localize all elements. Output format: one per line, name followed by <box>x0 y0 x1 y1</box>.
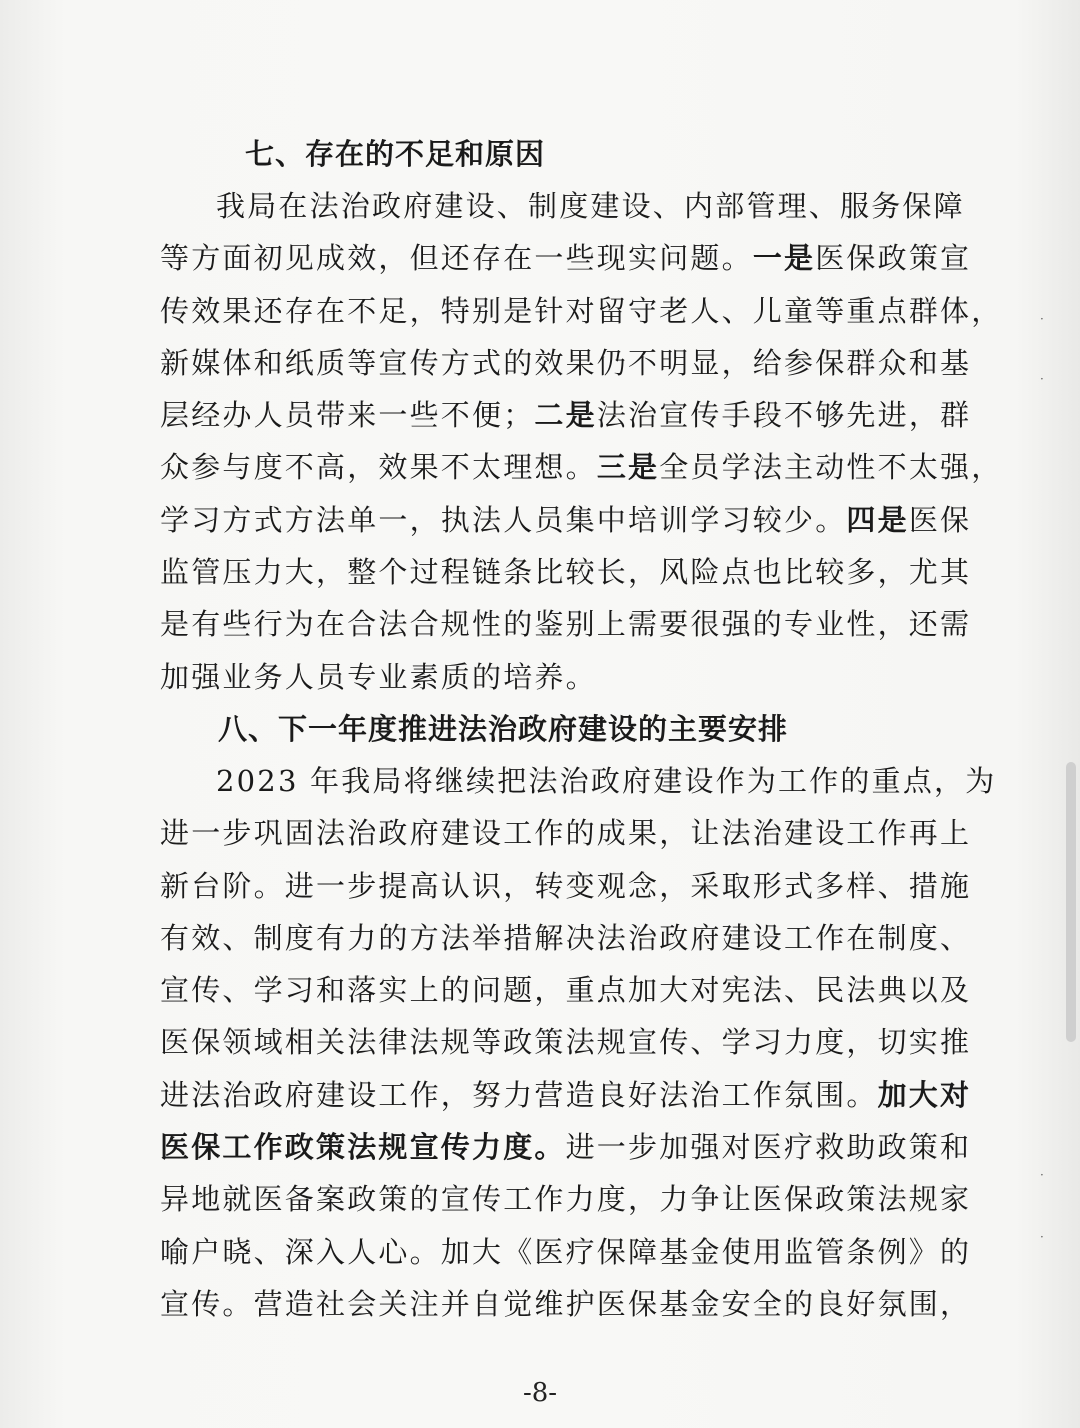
text-line <box>160 807 972 859</box>
scan-speck: · <box>1040 372 1044 386</box>
emphasis-text: 一是 <box>752 241 816 276</box>
text-span: 众参与度不高，效果不太理想。 <box>160 450 597 485</box>
section-heading-7: 七、存在的不足和原因 <box>245 137 546 171</box>
text-line <box>160 1121 972 1173</box>
text-line <box>160 1069 972 1121</box>
text-line <box>160 389 972 441</box>
scrollbar-thumb[interactable] <box>1066 762 1076 1042</box>
section-heading-8: 八、下一年度推进法治政府建设的主要安排 <box>218 711 789 746</box>
text-span: 传效果还存在不足，特别是针对留守老人、儿童等重点群体， <box>160 293 1003 328</box>
text-span: 医保政策宣 <box>815 241 972 276</box>
scan-speck: · <box>1040 312 1044 326</box>
text-span: 加强业务人员专业素质的培养。 <box>160 659 597 694</box>
page-number: -8- <box>522 1378 558 1408</box>
emphasis-text: 四是 <box>846 502 909 537</box>
text-span: 异地就医备案政策的宣传工作力度，力争让医保政策法规家 <box>160 1182 972 1217</box>
text-line <box>160 1173 972 1225</box>
text-span: 层经办人员带来一些不便； <box>160 398 535 433</box>
emphasis-text: 医保工作政策法规宣传力度。 <box>160 1130 566 1165</box>
text-span: 宣传、学习和落实上的问题，重点加大对宪法、民法典以及 <box>160 973 972 1008</box>
text-span: 2023 年我局将继续把法治政府建设作为工作的重点，为 <box>216 763 997 798</box>
text-line <box>160 860 972 912</box>
emphasis-text: 三是 <box>596 450 660 485</box>
text-line <box>160 1016 972 1068</box>
text-line <box>160 964 972 1016</box>
text-span: 新台阶。进一步提高认识，转变观念，采取形式多样、措施 <box>160 868 972 903</box>
text-span: 监管压力大，整个过程链条比较长，风险点也比较多，尤其 <box>160 555 972 590</box>
text-line <box>160 180 965 232</box>
section-8-paragraph <box>160 755 997 1330</box>
document-body <box>160 128 1003 1330</box>
text-line <box>160 1278 972 1330</box>
text-span: 新媒体和纸质等宣传方式的效果仍不明显，给参保群众和基 <box>160 345 972 380</box>
text-span: 是有些行为在合法合规性的鉴别上需要很强的专业性，还需 <box>160 607 972 642</box>
text-span: 进一步巩固法治政府建设工作的成果，让法治建设工作再上 <box>160 816 972 851</box>
text-line <box>160 1226 972 1278</box>
text-span: 有效、制度有力的方法举措解决法治政府建设工作在制度、 <box>160 920 972 955</box>
text-line <box>160 494 972 546</box>
text-line <box>160 441 1003 493</box>
text-line <box>160 912 972 964</box>
text-span: 进一步加强对医疗救助政策和 <box>565 1130 972 1165</box>
scan-speck: · <box>1040 1230 1044 1244</box>
text-span: 等方面初见成效，但还存在一些现实问题。 <box>160 241 753 276</box>
text-span: 医保领域相关法律法规等政策法规宣传、学习力度，切实推 <box>160 1025 972 1060</box>
text-span: 宣传。营造社会关注并自觉维护医保基金安全的良好氛围， <box>160 1286 972 1321</box>
text-line <box>160 337 972 389</box>
section-7-paragraph <box>160 180 1003 703</box>
text-span: 医保 <box>908 502 972 537</box>
text-line <box>160 651 912 703</box>
text-line <box>160 755 997 807</box>
text-line <box>160 546 972 598</box>
emphasis-text: 加大对 <box>877 1077 972 1112</box>
text-line <box>160 232 972 284</box>
text-span: 法治宣传手段不够先进，群 <box>596 398 972 433</box>
text-line <box>160 598 972 650</box>
text-span: 学习方式方法单一，执法人员集中培训学习较少。 <box>160 502 847 537</box>
emphasis-text: 二是 <box>534 398 597 433</box>
text-line <box>160 285 1003 337</box>
text-span: 进法治政府建设工作，努力营造良好法治工作氛围。 <box>160 1077 878 1112</box>
text-span: 我局在法治政府建设、制度建设、内部管理、服务保障 <box>216 189 965 223</box>
text-span: 全员学法主动性不太强， <box>659 450 1003 485</box>
scan-speck: · <box>1040 1168 1044 1182</box>
text-span: 喻户晓、深入人心。加大《医疗保障基金使用监管条例》的 <box>160 1234 972 1269</box>
